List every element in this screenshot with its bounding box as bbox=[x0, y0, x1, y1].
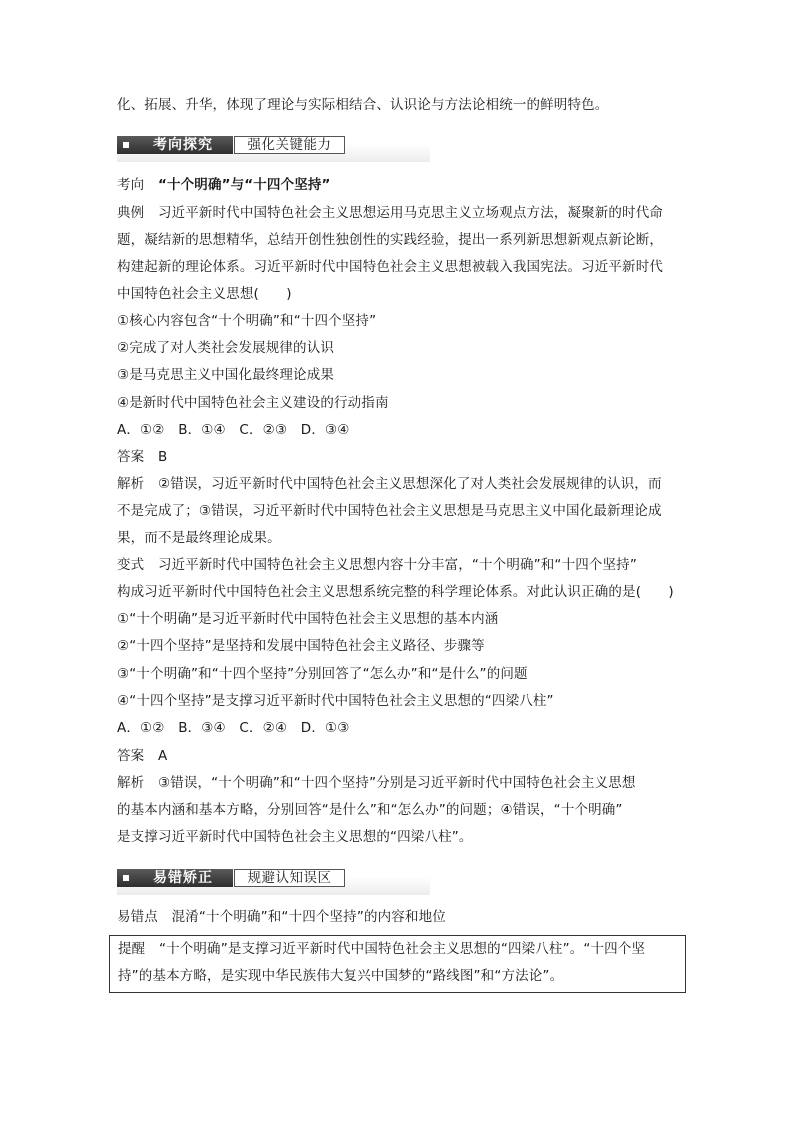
variant-analysis: 的基本内涵和基本方略，分别回答“是什么”和“怎么办”的问题；④错误，“十个明确” bbox=[117, 802, 623, 818]
banner-subtitle: 强化关键能力 bbox=[234, 136, 345, 154]
topic-line bbox=[117, 176, 687, 194]
variant-analysis: 解析 ③错误，“十个明确”和“十四个坚持”分别是习近平新时代中国特色社会主义思想 bbox=[117, 775, 636, 791]
example-line: 典例 习近平新时代中国特色社会主义思想运用马克思主义立场观点方法，凝聚新的时代命 bbox=[117, 205, 663, 221]
example-analysis: 果，而不是最终理论成果。 bbox=[117, 530, 281, 546]
banner-dark-tab bbox=[117, 136, 233, 154]
example-answer: 答案 B bbox=[117, 449, 168, 465]
topic-label: 考向 bbox=[117, 177, 145, 193]
variant-option: ②“十四个坚持”是坚持和发展中国特色社会主义路径、步骤等 bbox=[117, 638, 485, 654]
banner-dark-tab bbox=[117, 869, 233, 887]
variant-choices: A．①② B．③④ C．②④ D．①③ bbox=[117, 720, 350, 736]
variant-answer: 答案 A bbox=[117, 748, 168, 764]
example-option: ④是新时代中国特色社会主义建设的行动指南 bbox=[117, 395, 389, 411]
reminder-line: 持”的基本方略，是实现中华民族伟大复兴中国梦的“路线图”和“方法论”。 bbox=[118, 968, 564, 984]
variant-option: ①“十个明确”是习近平新时代中国特色社会主义思想的基本内涵 bbox=[117, 611, 499, 627]
example-option: ①核心内容包含“十个明确”和“十四个坚持” bbox=[117, 313, 377, 329]
variant-line: 构成习近平新时代中国特色社会主义思想系统完整的科学理论体系。对此认识正确的是( ) bbox=[117, 584, 674, 600]
banner-title: 易错矫正 bbox=[153, 870, 213, 886]
section-banner-explore bbox=[117, 132, 430, 162]
topic-text: “十个明确”与“十四个坚持” bbox=[157, 177, 331, 193]
example-analysis: 解析 ②错误，习近平新时代中国特色社会主义思想深化了对人类社会发展规律的认识，而 bbox=[117, 476, 662, 492]
example-line: 中国特色社会主义思想( ) bbox=[117, 286, 292, 302]
example-line: 构建起新的理论体系。习近平新时代中国特色社会主义思想被载入我国宪法。习近平新时代 bbox=[117, 259, 663, 275]
variant-line: 变式 习近平新时代中国特色社会主义思想内容十分丰富，“十个明确”和“十四个坚持” bbox=[117, 557, 637, 573]
example-analysis: 不是完成了；③错误，习近平新时代中国特色社会主义思想是马克思主义中国化最新理论成 bbox=[117, 503, 662, 519]
example-choices: A．①② B．①④ C．②③ D．③④ bbox=[117, 422, 350, 438]
section-banner-mistakes bbox=[117, 865, 430, 895]
square-bullet-icon bbox=[123, 142, 129, 148]
error-point-line: 易错点 混淆“十个明确”和“十四个坚持”的内容和地位 bbox=[117, 909, 446, 925]
variant-option: ④“十四个坚持”是支撑习近平新时代中国特色社会主义思想的“四梁八柱” bbox=[117, 693, 554, 709]
variant-option: ③“十个明确”和“十四个坚持”分别回答了“怎么办”和“是什么”的问题 bbox=[117, 666, 528, 682]
banner-subtitle: 规避认知误区 bbox=[234, 869, 345, 887]
variant-analysis: 是支撑习近平新时代中国特色社会主义思想的“四梁八柱”。 bbox=[117, 829, 473, 845]
example-line: 题，凝结新的思想精华，总结开创性独创性的实践经验，提出一系列新思想新观点新论断， bbox=[117, 232, 663, 248]
banner-title: 考向探究 bbox=[153, 137, 213, 153]
reminder-line: 提醒 “十个明确”是支撑习近平新时代中国特色社会主义思想的“四梁八柱”。“十四个坚 bbox=[118, 941, 646, 957]
example-option: ②完成了对人类社会发展规律的认识 bbox=[117, 340, 335, 356]
intro-line: 化、拓展、升华，体现了理论与实际相结合、认识论与方法论相统一的鲜明特色。 bbox=[117, 97, 609, 113]
reminder-box bbox=[109, 935, 686, 993]
square-bullet-icon bbox=[123, 875, 129, 881]
example-option: ③是马克思主义中国化最终理论成果 bbox=[117, 367, 335, 383]
